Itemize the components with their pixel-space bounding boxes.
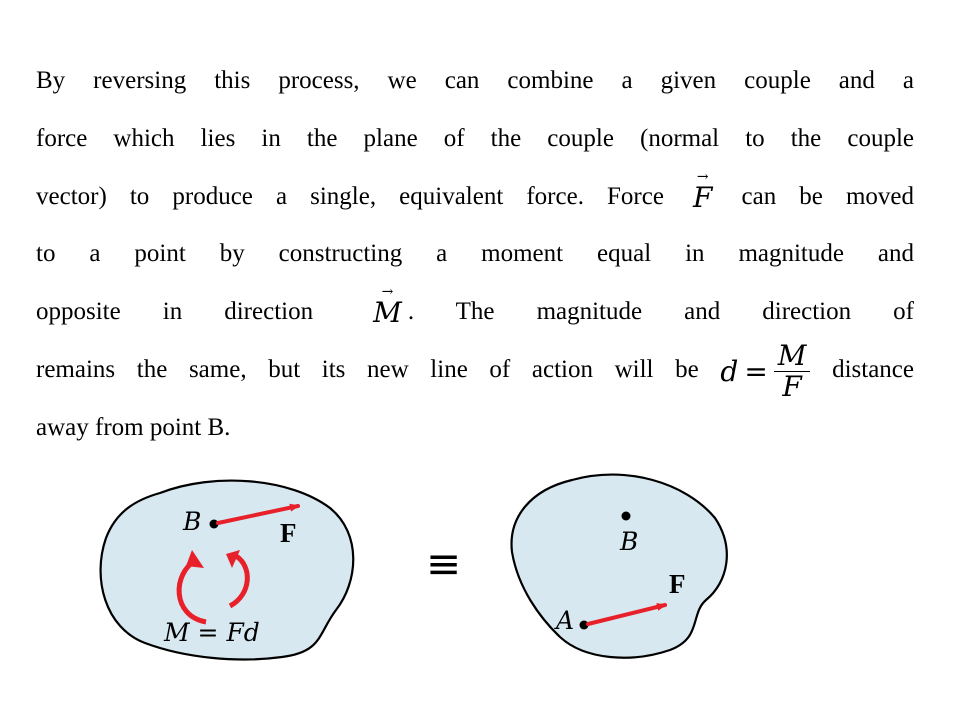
explanation-paragraph [36, 52, 914, 457]
text-segment: opposite in direction [36, 298, 314, 326]
moment-letter: M [373, 296, 402, 330]
left-force-label: F [280, 518, 297, 548]
equivalence-figure [0, 460, 960, 720]
text-line-6 [36, 338, 915, 403]
formula-lhs: d [720, 354, 739, 388]
text-line-2: force which lies in the plane of the couple (normal to the couple [36, 124, 914, 152]
right-point-b-dot [622, 512, 631, 521]
formula-equals: = [744, 354, 768, 388]
left-point-b-label: B [183, 507, 202, 536]
text-segment: vector) to produce a single, equivalent force. Force [36, 182, 664, 210]
distance-formula [720, 338, 810, 403]
moment-equation-label: M = Fd [164, 618, 260, 647]
text-segment: . The magnitude and direction of [407, 298, 914, 326]
vector-arrow: → [696, 168, 709, 185]
force-letter: F [693, 180, 713, 214]
formula-fraction [774, 338, 811, 403]
right-force-label: F [669, 569, 686, 599]
vector-arrow: → [381, 284, 394, 301]
text-line-5 [36, 283, 914, 341]
text-line-7: away from point B. [36, 413, 231, 441]
text-segment: distance [832, 356, 915, 384]
text-line-4: to a point by constructing a moment equal in magnitude and [36, 240, 914, 268]
text-segment: can be moved [741, 182, 914, 210]
right-point-a-label: A [556, 606, 575, 635]
moment-vector-symbol [367, 284, 408, 330]
right-rigid-body [512, 475, 727, 658]
fraction-numerator: M [774, 341, 811, 372]
force-vector-symbol [687, 168, 718, 214]
right-point-b-label: B [620, 527, 639, 556]
fraction-denominator: F [782, 369, 802, 403]
text-line-1: By reversing this process, we can combine a given couple and a [36, 67, 914, 94]
equivalence-symbol: ≡ [426, 539, 462, 588]
text-segment: remains the same, but its new line of action will be [36, 356, 699, 384]
text-line-3 [36, 168, 914, 226]
